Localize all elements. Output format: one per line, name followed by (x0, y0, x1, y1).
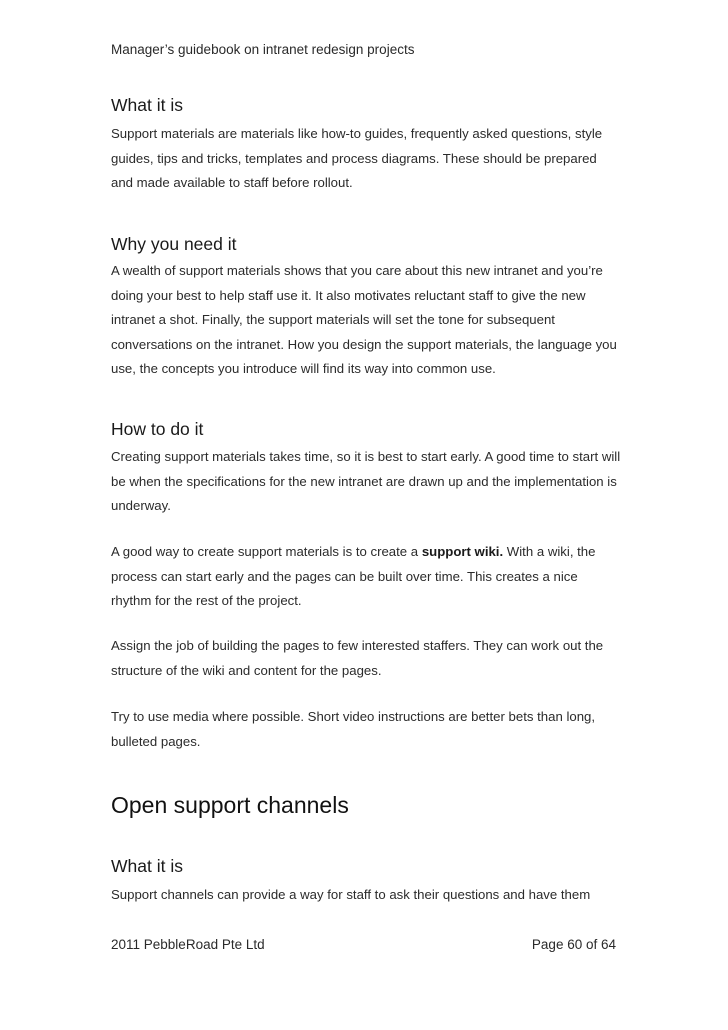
paragraph-how-to-start: Creating support materials takes time, so it is best to start early. A good time to start will be when the specifications for the new intranet are drawn up and the implementation is underway. (111, 449, 621, 514)
paragraph-support-wiki (111, 540, 621, 614)
running-header: Manager’s guidebook on intranet redesign projects (111, 42, 415, 57)
footer-page-number: Page 60 of 64 (531, 937, 616, 952)
section-title-open-support-channels: Open support channels (111, 792, 349, 818)
paragraph-why-you-need-it: A wealth of support materials shows that you care about this new intranet and you’re doing your best to help staff use it. It also motivates reluctant staff to give the new intranet a shot. Finally, the support materials will set the tone for subsequent conversations on the intranet. How you design the support materials, the language you use, the concepts you introduce will find its way into common use. (111, 263, 617, 377)
section-heading-how-to-do-it: How to do it (111, 419, 204, 439)
section-heading-why-you-need-it: Why you need it (111, 234, 237, 254)
section-heading-what-it-is-2: What it is (111, 856, 183, 876)
paragraph-support-channels: Support channels can provide a way for staff to ask their questions and have them (111, 887, 591, 902)
paragraph-use-media: Try to use media where possible. Short video instructions are better bets than long, bulleted pages. (111, 709, 596, 749)
paragraph-support-wiki-end: With a wiki, the process can start early and the pages can be built over time. This creates a nice rhythm for the rest of the project. (111, 544, 596, 609)
paragraph-support-wiki-start: A good way to create support materials is to create a (111, 544, 422, 559)
support-wiki-emphasis: support wiki. (421, 544, 504, 559)
footer-company: 2011 PebbleRoad Pte Ltd (111, 937, 265, 952)
section-heading-what-it-is: What it is (111, 95, 183, 115)
paragraph-assign-staffers: Assign the job of building the pages to few interested staffers. They can work out the structure of the wiki and content for the pages. (111, 638, 604, 678)
paragraph-what-it-is: Support materials are materials like how-to guides, frequently asked questions, style guides, tips and tricks, templates and process diagrams. These should be prepared and made available to staff before rollout. (111, 126, 603, 191)
